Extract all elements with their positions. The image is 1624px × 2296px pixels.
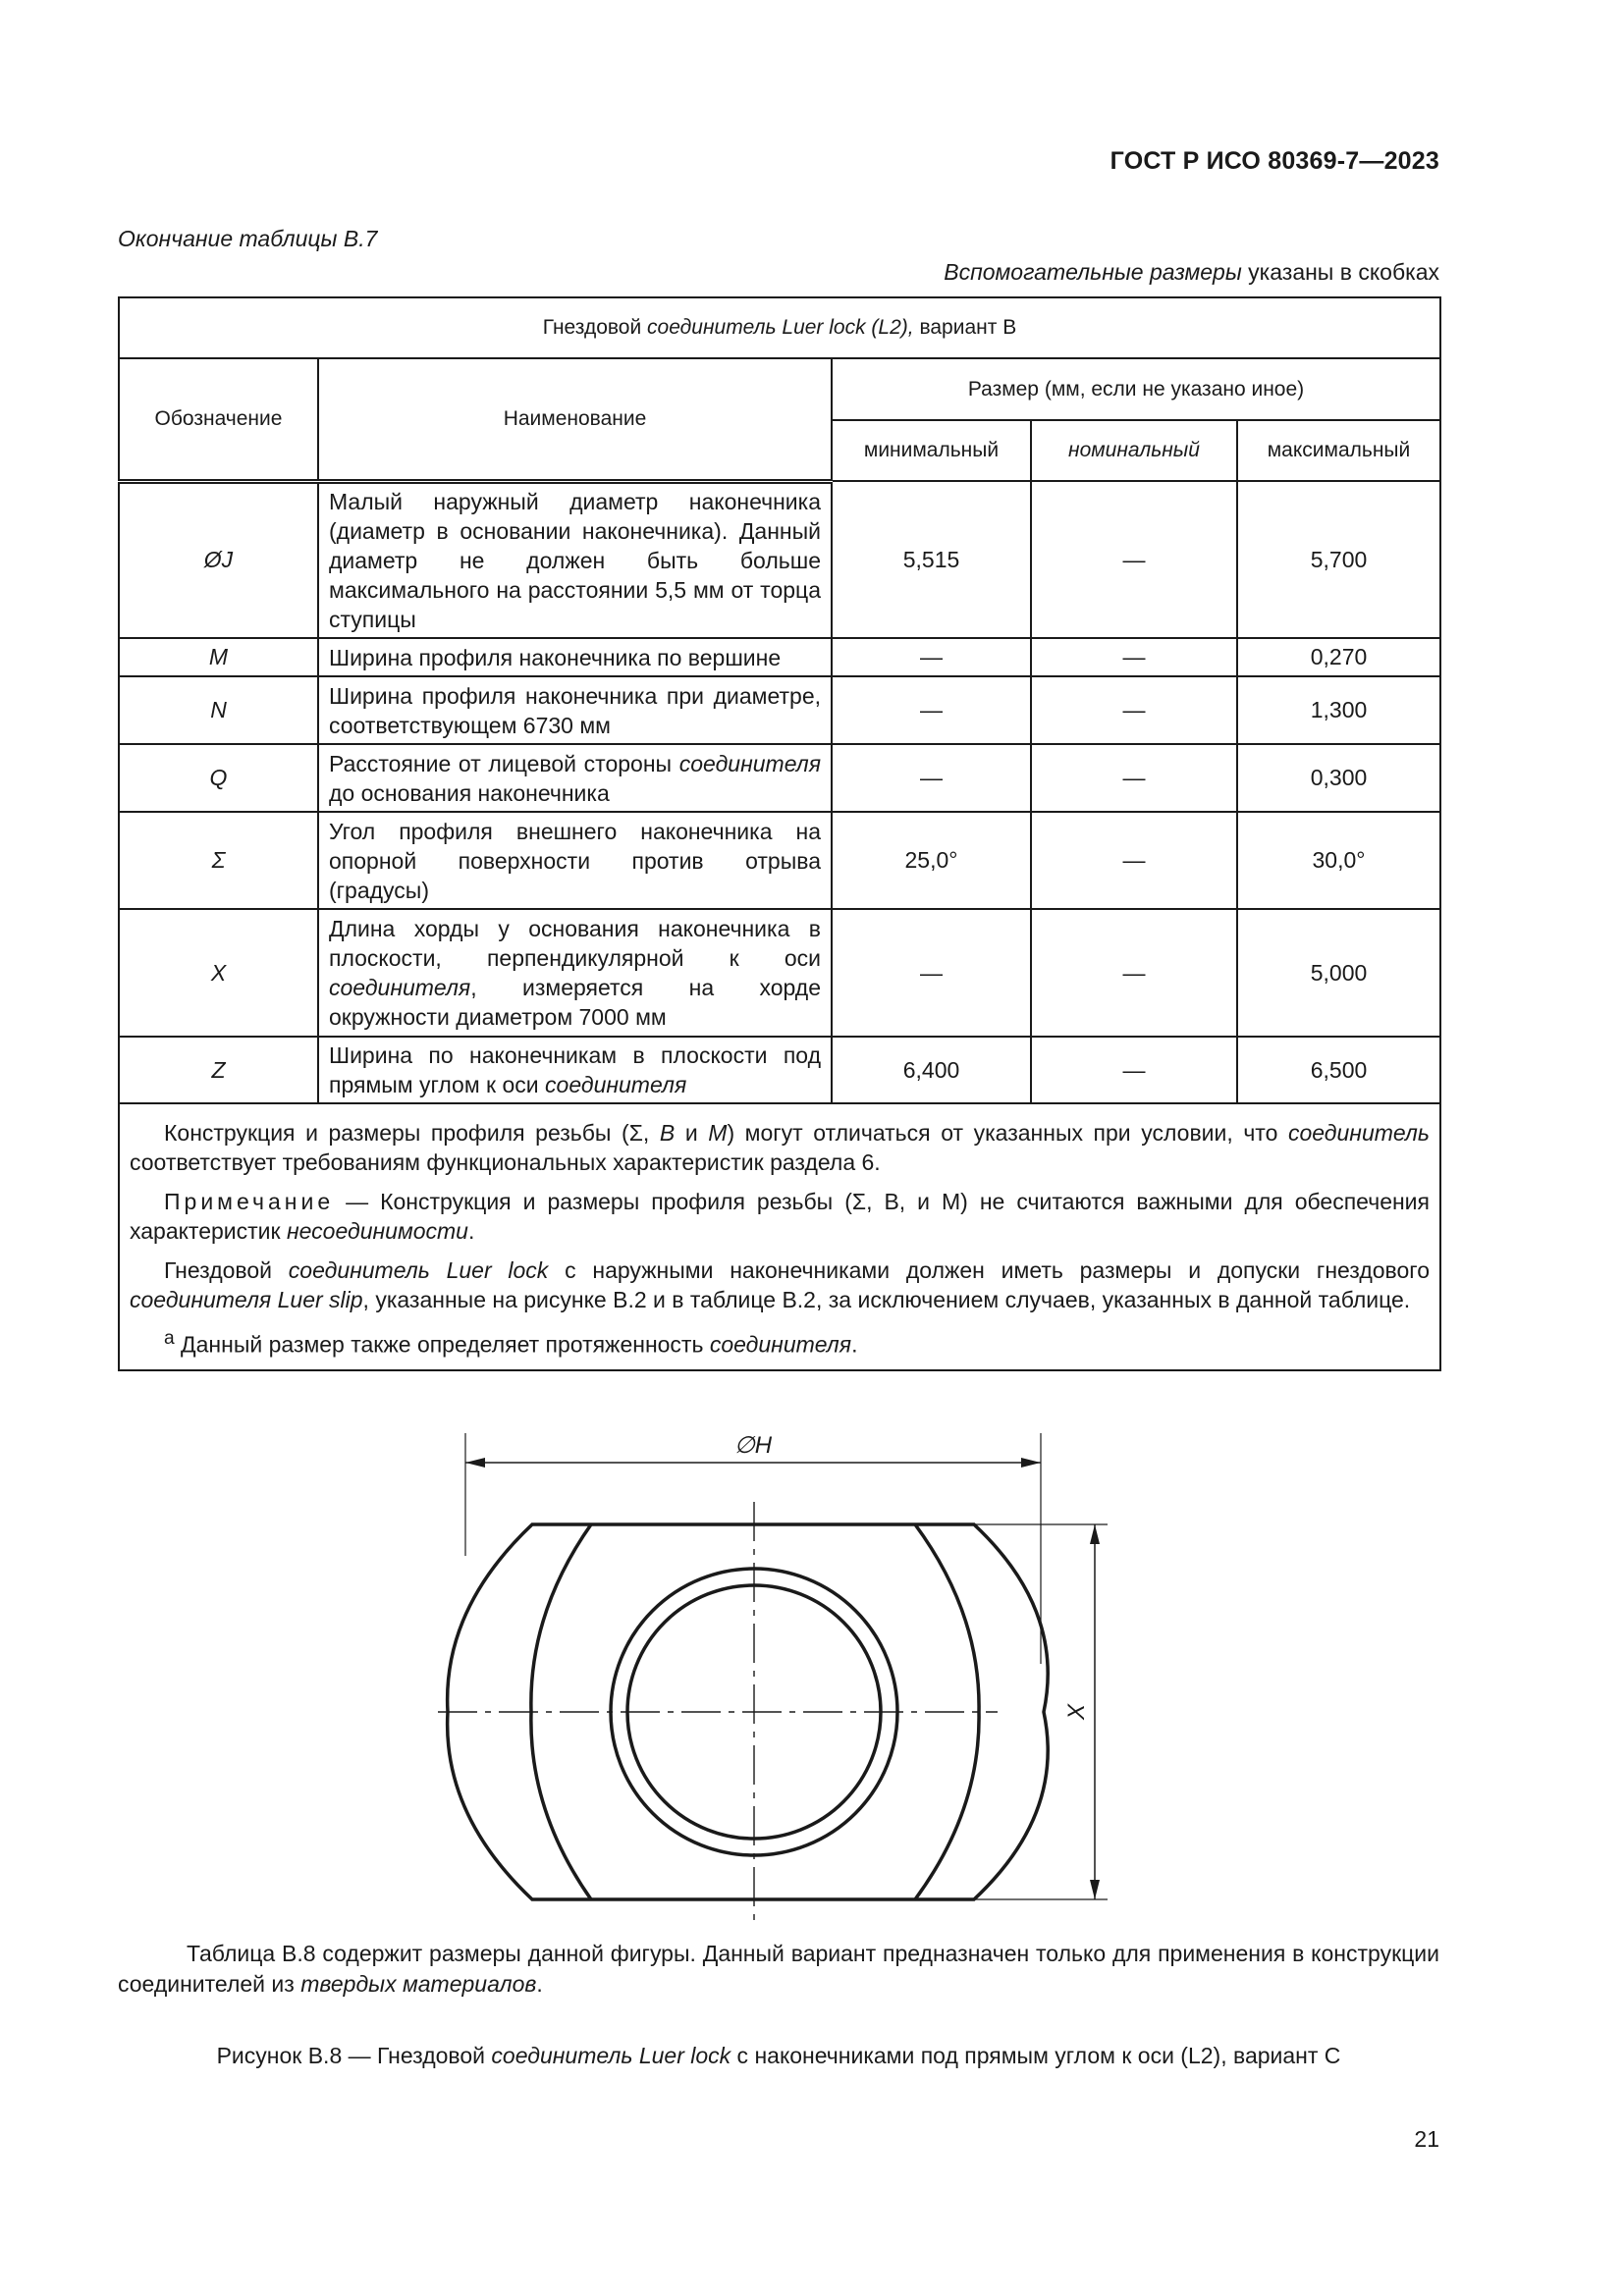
row-symbol: Z xyxy=(119,1037,318,1103)
row-max: 5,700 xyxy=(1237,481,1440,638)
arrowhead xyxy=(1090,1524,1100,1544)
row-max: 0,270 xyxy=(1237,638,1440,676)
row-nom: — xyxy=(1031,744,1237,812)
table-row xyxy=(119,1037,1440,1103)
note-paragraph-1 xyxy=(130,1118,1430,1177)
row-name-part: , измеряется на хорде окружности диаметром 7000 мм xyxy=(329,975,821,1030)
row-name-italic: соединителя xyxy=(545,1072,687,1097)
row-name-italic: соединителя xyxy=(678,750,821,776)
note-text: ) могут отличаться от указанных при условии, что xyxy=(727,1120,1288,1146)
row-nom: — xyxy=(1031,812,1237,909)
footnote-mark: a xyxy=(164,1328,175,1349)
row-name-italic: соединителя xyxy=(329,975,471,1000)
row-name xyxy=(318,1037,832,1103)
note-text: соответствует требованиям функциональных характеристик раздела 6. xyxy=(130,1149,881,1175)
dimensions-table xyxy=(118,296,1441,1371)
note-text: , указанные на рисунке B.2 и в таблице B.2, за исключением случаев, указанных в данной таблице. xyxy=(362,1287,1411,1312)
table-note-italic: Вспомогательные размеры xyxy=(944,259,1242,285)
table-row xyxy=(119,744,1440,812)
row-nom: — xyxy=(1031,909,1237,1037)
col-header-nom-text: номинальный xyxy=(1068,439,1200,461)
row-name: Ширина профиля наконечника при диаметре, соответствующем 6730 мм xyxy=(318,676,832,744)
label-x: X xyxy=(1063,1703,1090,1721)
note-text: Гнездовой xyxy=(164,1257,289,1283)
figure-caption xyxy=(118,2043,1439,2069)
table-notes xyxy=(119,1103,1440,1370)
note-text: — Конструкция и размеры профиля резьбы (Σ, B, и M) не считаются важными для обеспечения характеристик xyxy=(130,1189,1430,1244)
row-max: 1,300 xyxy=(1237,676,1440,744)
figure-note-text: Таблица B.8 содержит размеры данной фигуры. Данный вариант предназначен только для применения в конструкции соединителей из xyxy=(118,1941,1439,1997)
row-symbol: Q xyxy=(119,744,318,812)
table-note xyxy=(944,259,1439,286)
row-min: — xyxy=(832,676,1031,744)
row-name-part: Ширина по наконечникам в плоскости под прямым углом к оси xyxy=(329,1042,821,1097)
row-min: 5,515 xyxy=(832,481,1031,638)
col-header-size: Размер (мм, если не указано иное) xyxy=(832,358,1440,420)
page-number: 21 xyxy=(1414,2126,1439,2152)
note-italic: соединитель Luer lock xyxy=(288,1257,549,1283)
figure-note xyxy=(118,1939,1439,2000)
document-id: ГОСТ Р ИСО 80369-7—2023 xyxy=(1110,147,1439,175)
connector-drawing xyxy=(432,1433,1139,1924)
col-header-min: минимальный xyxy=(832,420,1031,481)
row-min: 25,0° xyxy=(832,812,1031,909)
row-name: Малый наружный диаметр наконечника (диаметр в основании наконечника). Данный диаметр не должен быть больше максимального на расстоянии 5,5 мм от торца ступицы xyxy=(318,481,832,638)
note-text: и xyxy=(675,1120,709,1146)
row-max: 5,000 xyxy=(1237,909,1440,1037)
row-min: — xyxy=(832,744,1031,812)
col-header-max: максимальный xyxy=(1237,420,1440,481)
note-italic: соединителя xyxy=(709,1331,852,1358)
table-row xyxy=(119,481,1440,638)
row-name-part: Длина хорды у основания наконечника в плоскости, перпендикулярной к оси xyxy=(329,916,821,971)
table-title-post: вариант B xyxy=(913,316,1017,339)
note-text: . xyxy=(467,1218,475,1244)
figure-caption-italic: соединитель Luer lock xyxy=(491,2043,731,2068)
row-nom: — xyxy=(1031,676,1237,744)
note-label: Примечание xyxy=(164,1189,335,1214)
note-italic: соединителя Luer slip xyxy=(130,1287,363,1312)
table-caption: Окончание таблицы В.7 xyxy=(118,226,378,251)
col-header-designation: Обозначение xyxy=(119,358,318,481)
row-max: 0,300 xyxy=(1237,744,1440,812)
row-symbol: X xyxy=(119,909,318,1037)
row-name: Ширина профиля наконечника по вершине xyxy=(318,638,832,676)
note-italic: B xyxy=(659,1120,676,1146)
figure-note-text: . xyxy=(536,1971,543,1997)
row-symbol: Σ xyxy=(119,812,318,909)
col-header-nom xyxy=(1031,420,1237,481)
note-paragraph-2 xyxy=(130,1187,1430,1246)
notes-row xyxy=(119,1103,1440,1370)
arrowhead xyxy=(1021,1458,1041,1468)
note-paragraph-3 xyxy=(130,1255,1430,1314)
label-h: ∅H xyxy=(733,1433,773,1459)
row-nom: — xyxy=(1031,1037,1237,1103)
row-min: 6,400 xyxy=(832,1037,1031,1103)
table-row xyxy=(119,638,1440,676)
table-title-row xyxy=(119,297,1440,358)
figure-caption-text: Рисунок B.8 — Гнездовой xyxy=(216,2043,492,2068)
table-row xyxy=(119,812,1440,909)
row-nom: — xyxy=(1031,638,1237,676)
row-min: — xyxy=(832,909,1031,1037)
table-row xyxy=(119,909,1440,1037)
table-title xyxy=(119,297,1440,358)
figure-caption-text: с наконечниками под прямым углом к оси (L2), вариант C xyxy=(731,2043,1341,2068)
row-max: 30,0° xyxy=(1237,812,1440,909)
row-symbol: N xyxy=(119,676,318,744)
row-name: Угол профиля внешнего наконечника на опорной поверхности против отрыва (градусы) xyxy=(318,812,832,909)
row-nom: — xyxy=(1031,481,1237,638)
note-italic: несоединимости xyxy=(286,1218,468,1244)
table-title-italic: соединитель Luer lock (L2), xyxy=(647,316,914,339)
row-symbol: M xyxy=(119,638,318,676)
row-name-part: Расстояние от лицевой стороны xyxy=(329,750,679,776)
arrowhead xyxy=(465,1458,485,1468)
row-symbol: ØJ xyxy=(119,481,318,638)
note-text: Данный размер также определяет протяженность xyxy=(174,1331,710,1358)
row-name xyxy=(318,909,832,1037)
figure-note-italic: твердых материалов xyxy=(300,1971,537,1997)
row-name xyxy=(318,744,832,812)
row-min: — xyxy=(832,638,1031,676)
arrowhead xyxy=(1090,1880,1100,1899)
table-row xyxy=(119,676,1440,744)
table-note-rest: указаны в скобках xyxy=(1241,259,1439,285)
note-text: с наружными наконечниками должен иметь размеры и допуски гнездового xyxy=(548,1257,1430,1283)
col-header-name: Наименование xyxy=(318,358,832,481)
row-name-part: до основания наконечника xyxy=(329,779,610,806)
row-max: 6,500 xyxy=(1237,1037,1440,1103)
footnote xyxy=(130,1324,1430,1360)
header-row-1 xyxy=(119,358,1440,420)
note-italic: M xyxy=(708,1120,728,1146)
note-text: . xyxy=(851,1331,858,1358)
table-title-pre: Гнездовой xyxy=(542,316,648,339)
note-text: Конструкция и размеры профиля резьбы (Σ, xyxy=(164,1120,660,1146)
note-italic: соединитель xyxy=(1287,1120,1430,1146)
